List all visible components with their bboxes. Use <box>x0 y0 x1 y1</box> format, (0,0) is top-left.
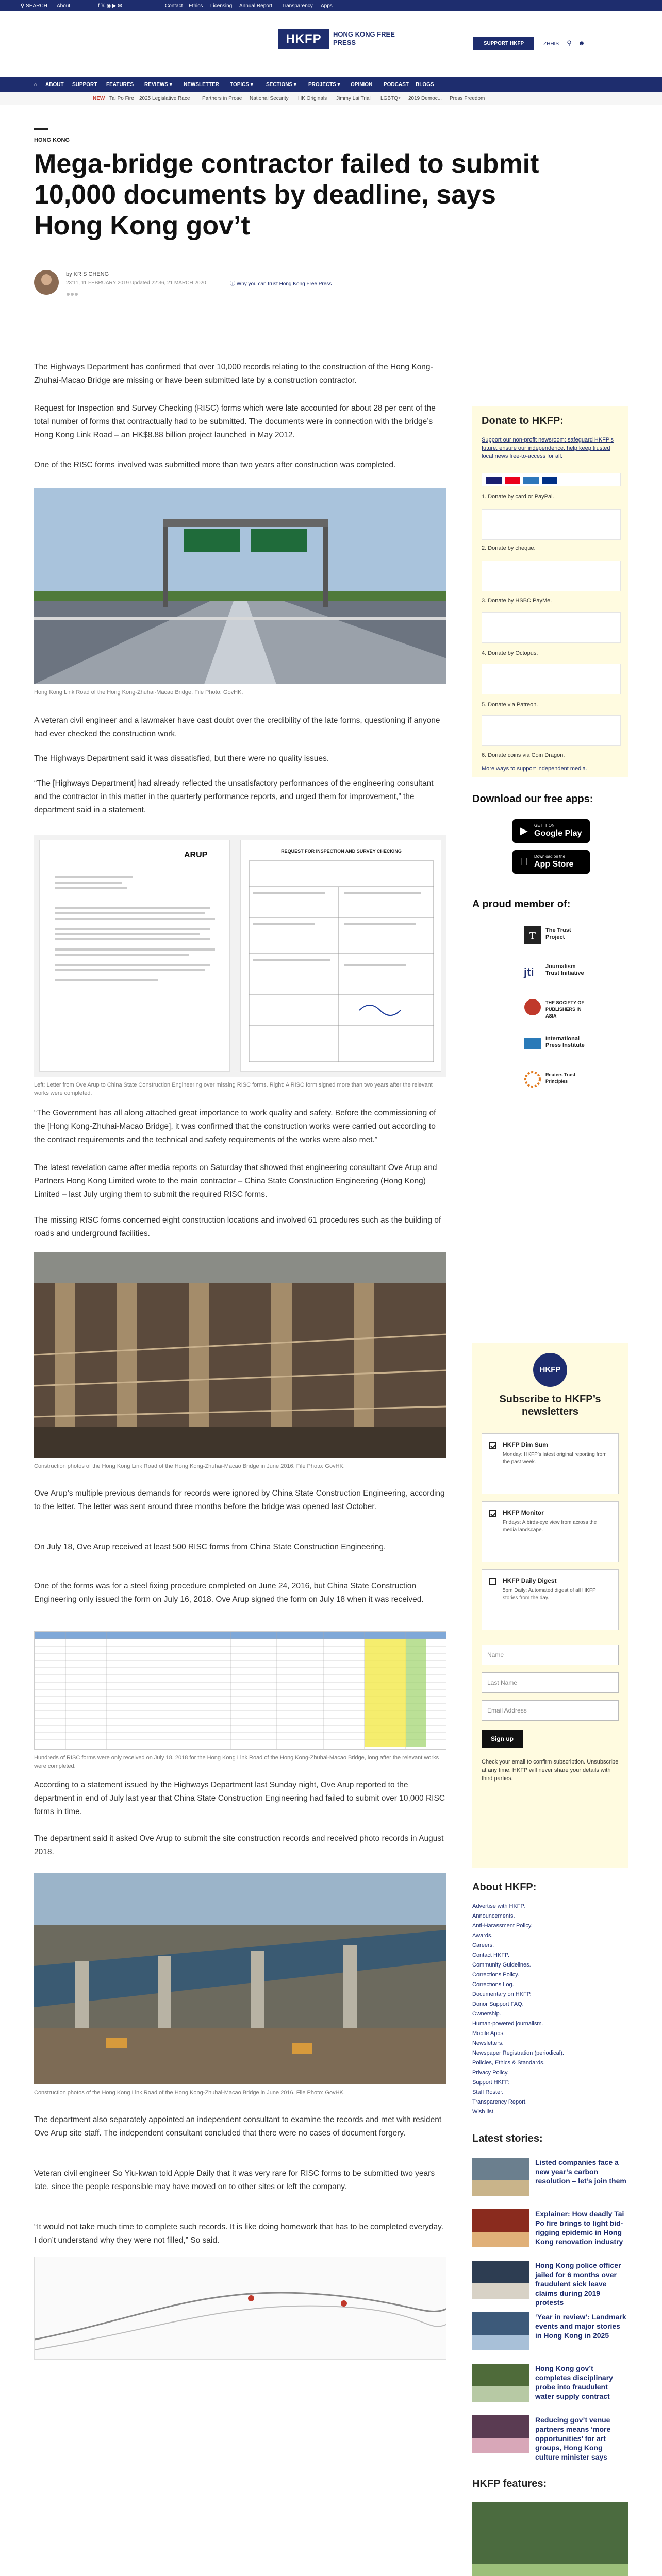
member-name: The Trust Project <box>545 927 571 940</box>
site-plan-image <box>34 2257 446 2360</box>
publish-dates: 23:11, 11 FEBRUARY 2019 Updated 22:36, 21 MARCH 2020 <box>66 280 206 286</box>
patreon-image <box>482 664 621 694</box>
member-reuters[interactable] <box>523 1066 590 1095</box>
tag-item[interactable]: Jimmy Lai Trial <box>336 96 371 101</box>
topbar-link-annual-report[interactable]: Annual Report <box>239 3 272 9</box>
kicker-rule <box>34 128 48 130</box>
about-link[interactable]: Newspaper Registration (periodical). <box>472 2050 564 2056</box>
about-link[interactable]: Policies, Ethics & Standards. <box>472 2060 545 2066</box>
about-link[interactable]: Announcements. <box>472 1913 515 1919</box>
newsletter-desc: Fridays: A birds-eye view from across the media landscape. <box>503 1520 597 1533</box>
support-hkfp-button[interactable]: SUPPORT HKFP <box>473 37 534 50</box>
story-thumbnail[interactable] <box>472 2261 529 2299</box>
author-name[interactable]: by KRIS CHENG <box>66 271 109 277</box>
risc-form-title: REQUEST FOR INSPECTION AND SURVEY CHECKING <box>281 849 402 854</box>
member-ipi[interactable] <box>523 1030 590 1059</box>
checkbox[interactable] <box>489 1442 496 1449</box>
donate-intro-link[interactable]: Support our non-profit newsroom: safeguard HKFP’s future, ensure our independence, help keep trusted local news free-to-access for all. <box>482 437 614 460</box>
photo-caption: Hundreds of RISC forms were only received on July 18, 2018 for the Hong Kong Link Road of the Hong Kong-Zhuhai-Macao Bridge, long after the relevant works were completed. <box>34 1755 439 1769</box>
donate-way-payme[interactable]: 3. Donate by HSBC PayMe. <box>482 598 552 604</box>
search-link[interactable]: ⚲ SEARCH <box>21 3 47 9</box>
nav-item-home-icon[interactable]: ⌂ <box>34 82 38 88</box>
about-link[interactable]: Transparency Report. <box>472 2099 527 2105</box>
about-link[interactable]: Corrections Log. <box>472 1981 514 1988</box>
coin-dragon-image <box>482 715 621 746</box>
main-nav <box>0 77 662 92</box>
risc-spreadsheet-image <box>34 1631 446 1750</box>
about-link[interactable]: Contact HKFP. <box>472 1952 509 1958</box>
topbar-link-licensing[interactable]: Licensing <box>210 3 233 9</box>
jti-logo <box>523 961 542 981</box>
trust-link[interactable]: ⓘ Why you can trust Hong Kong Free Press <box>230 281 332 287</box>
about-link[interactable]: Awards. <box>472 1933 493 1939</box>
author-avatar[interactable] <box>34 270 59 295</box>
member-title: A proud member of: <box>472 899 571 910</box>
topbar-link-apps[interactable]: Apps <box>321 3 333 9</box>
story-thumbnail[interactable] <box>472 2364 529 2402</box>
photo-caption: Left: Letter from Ove Arup to China State Construction Engineering over missing RISC forms. Right: A RISC form signed more than two years after the relevant works were completed. <box>34 1082 433 1096</box>
article-paragraph: One of the forms was for a steel fixing procedure completed on June 24, 2016, but China State Construction Engineering only issued the form on July 16, 2018. Ove Arup signed the form on July 18 when it was received. <box>34 1582 424 1604</box>
article-title: Mega-bridge contractor failed to submit 10,000 documents by deadline, says Hong Kong gov’t <box>34 149 539 241</box>
nav-item-blogs[interactable]: BLOGS <box>416 82 434 88</box>
member-name: International Press Institute <box>545 1036 585 1048</box>
new-badge: NEW <box>93 96 105 101</box>
about-link[interactable]: Newsletters. <box>472 2040 504 2046</box>
google-play-big: Google Play <box>534 829 582 838</box>
features-title: HKFP features: <box>472 2478 547 2489</box>
last-name-input[interactable]: Last Name <box>482 1672 619 1693</box>
donate-box <box>472 406 628 777</box>
article-paragraph: Veteran civil engineer So Yiu-kwan told Apple Daily that it was very rare for RISC forms to be submitted two years late, since the people responsible may have moved on to other sites or left the company. <box>34 2169 435 2191</box>
topbar-link-transparency[interactable]: Transparency <box>282 3 313 9</box>
story-thumbnail[interactable] <box>472 2415 529 2453</box>
donate-way-patreon[interactable]: 5. Donate via Patreon. <box>482 702 538 708</box>
reuters-logo <box>523 1070 542 1089</box>
article-paragraph: The Highways Department said it was dissatisfied, but there were no quality issues. <box>34 754 329 763</box>
newsletter-name: HKFP Dim Sum <box>503 1441 548 1448</box>
google-play-button[interactable] <box>512 819 590 843</box>
google-play-icon: ▶ <box>520 825 528 837</box>
story-headline[interactable]: Explainer: How deadly Tai Po fire brings to light bid-rigging epidemic in Hong Kong renovation industry <box>535 2210 624 2246</box>
latest-story[interactable] <box>472 2364 628 2415</box>
nav-item-reviews[interactable]: REVIEWS ▾ <box>144 82 172 88</box>
tag-item[interactable]: National Security <box>250 96 289 101</box>
article-paragraph: The latest revelation came after media reports on Saturday that showed that engineering consultant Ove Arup and Partners Hong Kong Limited wrote to the main contractor – China State Construction Engineering (Hong Kong) Limited – last July urging them to submit the required RISC forms. <box>34 1163 437 1199</box>
tag-item[interactable]: Partners in Prose <box>202 96 242 101</box>
tag-item[interactable]: HK Originals <box>298 96 327 101</box>
story-thumbnail[interactable] <box>472 2158 529 2196</box>
byline <box>34 270 446 298</box>
latest-title: Latest stories: <box>472 2133 543 2144</box>
nav-item-features[interactable]: FEATURES <box>106 82 134 88</box>
about-link[interactable]: Anti-Harassment Policy. <box>472 1923 533 1929</box>
article-paragraph: A veteran civil engineer and a lawmaker have cast doubt over the credibility of the late forms, questioning if anyone had ever checked the construction work. <box>34 716 440 738</box>
about-link[interactable]: Donor Support FAQ. <box>472 2001 524 2007</box>
apple-icon <box>518 855 530 869</box>
topbar-link-about[interactable]: About <box>57 3 71 9</box>
about-link[interactable]: Human-powered journalism. <box>472 2021 543 2027</box>
photo-caption: Construction photos of the Hong Kong Link Road of the Hong Kong-Zhuhai-Macao Bridge in June 2016. File Photo: GovHK. <box>34 2090 345 2096</box>
nav-item-opinion[interactable]: OPINION <box>351 82 373 88</box>
newsletter-box <box>472 1343 628 1868</box>
newsletter-logo: HKFP <box>533 1353 567 1387</box>
tag-item[interactable]: 2019 Democ... <box>408 96 442 101</box>
topbar-link-ethics[interactable]: Ethics <box>189 3 203 9</box>
article-paragraph: According to a statement issued by the Highways Department last Sunday night, Ove Arup reported to the department in end of July last year that China State Construction Engineering had failed to submit over 10,000 RISC forms in time. <box>34 1781 445 1816</box>
about-link[interactable]: Ownership. <box>472 2011 501 2017</box>
share-icon[interactable] <box>66 291 78 297</box>
member-name: THE SOCIETY OF PUBLISHERS IN ASIA <box>545 1000 584 1019</box>
latest-story[interactable] <box>472 2312 628 2364</box>
article-paragraph: The department said it asked Ove Arup to submit the site construction records and received photo records in August 2018. <box>34 1834 444 1856</box>
latest-story[interactable] <box>472 2415 628 2467</box>
newsletter-desc: Monday: HKFP’s latest original reporting from the past week. <box>503 1452 607 1465</box>
about-link[interactable]: Mobile Apps. <box>472 2030 505 2037</box>
search-label: SEARCH <box>26 3 47 9</box>
member-trust-project[interactable] <box>523 922 590 951</box>
nav-item-sections[interactable]: SECTIONS ▾ <box>266 82 296 88</box>
octopus-image <box>482 612 621 643</box>
story-thumbnail[interactable] <box>472 2312 529 2350</box>
story-headline[interactable]: Hong Kong police officer jailed for 6 months over fraudulent sick leave claims during 2019 protests <box>535 2261 621 2307</box>
checkbox[interactable] <box>489 1578 496 1585</box>
member-jti[interactable] <box>523 958 590 987</box>
app-store-big: App Store <box>534 860 574 869</box>
tag-item[interactable]: 2025 Legislative Race <box>139 96 190 101</box>
trending-tags-bar <box>0 92 662 105</box>
newsletter-name: HKFP Daily Digest <box>503 1577 557 1584</box>
svg-text:jti: jti <box>524 965 534 978</box>
member-sopa[interactable] <box>523 994 590 1023</box>
topbar-link-contact[interactable]: Contact <box>165 3 183 9</box>
site-logo[interactable] <box>278 29 395 49</box>
article-paragraph: “It would not take much time to complete such records. It is like doing homework that has to be completed everyday. I don’t understand why they were not filled,” So said. <box>34 2223 444 2245</box>
nav-item-podcast[interactable]: PODCAST <box>384 82 409 88</box>
nav-item-support[interactable]: SUPPORT <box>72 82 97 88</box>
about-link[interactable]: Documentary on HKFP. <box>472 1991 532 1997</box>
newsletter-title: Subscribe to HKFP’s newsletters <box>499 1394 601 1417</box>
cheque-image <box>482 509 621 540</box>
about-link[interactable]: Support HKFP. <box>472 2079 510 2086</box>
donate-intro <box>482 436 621 461</box>
bridge-construction-photo <box>34 1873 446 2084</box>
first-name-input[interactable]: Name <box>482 1645 619 1665</box>
about-link[interactable]: Advertise with HKFP. <box>472 1903 525 1909</box>
user-icon[interactable]: ☻ <box>578 39 585 47</box>
google-play-small: GET IT ON <box>534 823 555 828</box>
article-paragraph: The department also separately appointed an independent consultant to examine the records and met with resident Ove Arup site staff. The independent consultant concluded that there were no cases of document forgery. <box>34 2115 442 2138</box>
newsletter-name: HKFP Monitor <box>503 1509 544 1516</box>
risc-documents-image <box>34 835 446 1077</box>
story-headline[interactable]: Listed companies face a new year’s carbon resolution – let’s join them <box>535 2158 626 2185</box>
latest-story[interactable] <box>472 2158 628 2209</box>
top-utility-bar <box>0 0 662 11</box>
about-link[interactable]: Community Guidelines. <box>472 1962 531 1968</box>
payment-method-logos <box>482 473 621 486</box>
story-headline[interactable]: ‘Year in review’: Landmark events and major stories in Hong Kong in 2025 <box>535 2313 626 2340</box>
language-switch[interactable]: ZHHIS <box>543 41 559 47</box>
story-headline[interactable]: Reducing gov’t venue partners means ‘more opportunities’ for art groups, Hong Kong culture minister says <box>535 2416 611 2461</box>
feature-image[interactable] <box>472 2502 628 2576</box>
donate-way-cheque[interactable]: 2. Donate by cheque. <box>482 545 536 551</box>
nav-item-projects[interactable]: PROJECTS ▾ <box>308 82 340 88</box>
newsletter-option-monitor[interactable] <box>482 1501 619 1562</box>
newsletter-desc: 5pm Daily: Automated digest of all HKFP stories from the day. <box>503 1588 596 1601</box>
app-store-small: Download on the <box>534 854 566 859</box>
ipi-logo <box>523 1033 542 1053</box>
sopa-logo <box>523 997 542 1017</box>
bridge-road-photo <box>34 488 446 684</box>
about-link[interactable]: Wish list. <box>472 2109 495 2115</box>
story-headline[interactable]: Hong Kong gov’t completes disciplinary probe into fraudulent water supply contract <box>535 2364 613 2400</box>
email-input[interactable]: Email Address <box>482 1700 619 1721</box>
logo-text: HONG KONG FREE PRESS <box>333 30 395 46</box>
photo-caption: Construction photos of the Hong Kong Link Road of the Hong Kong-Zhuhai-Macao Bridge in June 2016. File Photo: GovHK. <box>34 1463 345 1469</box>
app-store-button[interactable] <box>512 850 590 874</box>
article-paragraph: One of the RISC forms involved was submitted more than two years after construction was completed. <box>34 461 396 469</box>
donate-title: Donate to HKFP: <box>482 415 564 427</box>
arup-letter <box>39 840 230 1072</box>
trust-link-label: Why you can trust Hong Kong Free Press <box>236 281 332 287</box>
newsletter-option-daily-digest[interactable] <box>482 1569 619 1630</box>
logo-mark: HKFP <box>278 29 329 49</box>
article-paragraph: On July 18, Ove Arup received at least 500 RISC forms from China State Construction Engineering. <box>34 1543 386 1551</box>
donate-way-card[interactable]: 1. Donate by card or PayPal. <box>482 494 554 500</box>
social-icons[interactable]: f 𝕏 ◉ ▶ ✉ <box>98 3 122 9</box>
about-link[interactable]: Staff Roster. <box>472 2089 504 2095</box>
latest-story[interactable] <box>472 2261 628 2312</box>
member-name: Reuters Trust Principles <box>545 1072 576 1084</box>
donate-way-octopus[interactable]: 4. Donate by Octopus. <box>482 650 538 656</box>
about-link[interactable]: Privacy Policy. <box>472 2070 509 2076</box>
signup-button[interactable]: Sign up <box>482 1730 523 1748</box>
newsletter-option-dim-sum[interactable] <box>482 1433 619 1494</box>
newsletter-note: Check your email to confirm subscription. Unsubscribe at any time. HKFP will never share your details with third parties. <box>482 1759 619 1782</box>
tag-item[interactable]: Press Freedom <box>450 96 485 101</box>
about-link[interactable]: Careers. <box>472 1942 494 1948</box>
article-paragraph: The Highways Department has confirmed that over 10,000 records relating to the construction of the Hong Kong-Zhuhai-Macao Bridge are missing or have been submitted late by a construction contractor. <box>34 363 433 385</box>
photo-caption: Hong Kong Link Road of the Hong Kong-Zhuhai-Macao Bridge. File Photo: GovHK. <box>34 689 243 696</box>
apps-title: Download our free apps: <box>472 793 593 805</box>
search-icon[interactable]: ⚲ <box>567 39 572 47</box>
article-paragraph: Request for Inspection and Survey Checking (RISC) forms which were late accounted for about 28 per cent of the total number of forms that contractually had to be submitted. The documents were in connection with the bridge’s Hong Kong Link Road – an HK$8.88 billion project launched in May 2012. <box>34 404 436 439</box>
arup-logo: ARUP <box>184 851 208 859</box>
checkbox[interactable] <box>489 1510 496 1517</box>
nav-item-about[interactable]: ABOUT <box>45 82 64 88</box>
about-title: About HKFP: <box>472 1882 537 1893</box>
construction-photo <box>34 1252 446 1458</box>
svg-text:T: T <box>529 930 536 941</box>
story-thumbnail[interactable] <box>472 2209 529 2247</box>
article-category[interactable]: HONG KONG <box>34 137 70 143</box>
more-ways-link[interactable]: More ways to support independent media. <box>482 766 587 772</box>
payme-image <box>482 561 621 591</box>
article-paragraph: “The Government has all along attached great importance to work quality and safety. Before the commissioning of the [Hong Kong-Zhuhai-Macao Bridge], it was confirmed that the construction works were carried out according to the contract requirements and the technical and safety requirements of the works were also met.” <box>34 1109 436 1144</box>
nav-item-newsletter[interactable]: NEWSLETTER <box>184 82 219 88</box>
donate-way-coin-dragon[interactable]: 6. Donate coins via Coin Dragon. <box>482 752 565 758</box>
article-paragraph: The missing RISC forms concerned eight construction locations and involved 61 procedures such as the building of roads and underground facilities. <box>34 1216 441 1238</box>
tag-item[interactable]: LGBTQ+ <box>380 96 401 101</box>
member-name: Journalism Trust Initiative <box>545 963 584 976</box>
latest-story[interactable] <box>472 2209 628 2261</box>
trust-project-logo <box>523 925 542 945</box>
risc-form <box>240 840 441 1072</box>
tag-item[interactable]: Tai Po Fire <box>109 96 134 101</box>
about-link[interactable]: Corrections Policy. <box>472 1972 519 1978</box>
nav-item-topics[interactable]: TOPICS ▾ <box>230 82 253 88</box>
article-paragraph: Ove Arup’s multiple previous demands for records were ignored by China State Construction Engineering, according to the letter. The letter was sent around three months before the bridge was opened last October. <box>34 1489 445 1511</box>
article-paragraph: “The [Highways Department] had already reflected the unsatisfactory performances of the engineering consultant and the contractor in this matter in the quarterly performance reports, and urged them for improvement,” the department said in a statement. <box>34 779 434 815</box>
